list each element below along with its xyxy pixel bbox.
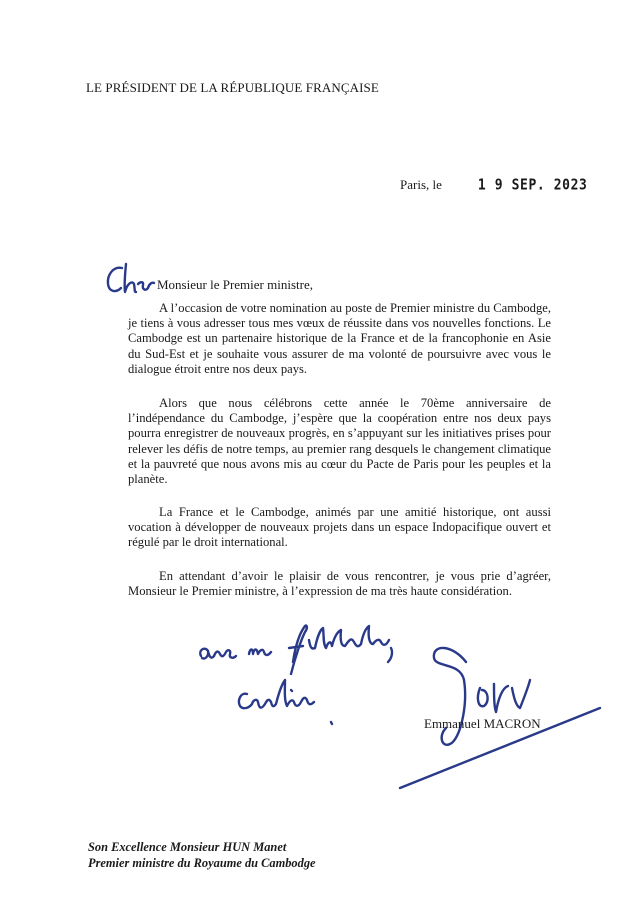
place-label: Paris, le <box>400 177 442 192</box>
salutation: Monsieur le Premier ministre, <box>157 277 313 292</box>
paragraph-3 <box>128 505 551 551</box>
handwritten-greeting <box>104 262 156 298</box>
dateline <box>400 177 587 193</box>
addressee-name: Son Excellence Monsieur HUN Manet <box>88 840 287 854</box>
date-stamp: 1 9 SEP. 2023 <box>477 176 588 195</box>
addressee-title: Premier ministre du Royaume du Cambodge <box>88 856 316 870</box>
paragraph-2 <box>128 396 551 487</box>
paragraph-text: A l’occasion de votre nomination au poste de Premier ministre du Cambodge, je tiens à vous adresser tous mes vœux de réussite dans vos nouvelles fonctions. Le Cambodge est un partenaire historique de la France et de la francophonie en Asie du Sud-Est et je souhaite vous assurer de ma volonté de poursuivre avec vous le dialogue étroit entre nos deux pays. <box>128 301 551 376</box>
paragraph-text: La France et le Cambodge, animés par une amitié historique, ont aussi vocation à développer de nouveaux projets dans un espace Indopacifique ouvert et régulé par le droit international. <box>128 505 551 550</box>
addressee-block <box>88 839 316 871</box>
paragraph-text: En attendant d’avoir le plaisir de vous rencontrer, je vous prie d’agréer, Monsieur le Premier ministre, à l’expression de ma très haute considération. <box>128 569 551 599</box>
letterhead: LE PRÉSIDENT DE LA RÉPUBLIQUE FRANÇAISE <box>86 80 379 95</box>
paragraph-text: Alors que nous célébrons cette année le 70ème anniversaire de l’indépendance du Cambodge, j’espère que la coopération entre nos deux pays pourra enregistrer de nouveaux progrès, en s’appuyant sur les initiatives prises pour relever les défis de notre temps, au premier rang desquels le changement climatique et la pauvreté que nous avons mis au cœur du Pacte de Paris pour les peuples et la planète. <box>128 396 551 487</box>
signer-name: Emmanuel MACRON <box>424 716 541 731</box>
paragraph-1 <box>128 301 551 377</box>
paragraph-4 <box>128 569 551 599</box>
